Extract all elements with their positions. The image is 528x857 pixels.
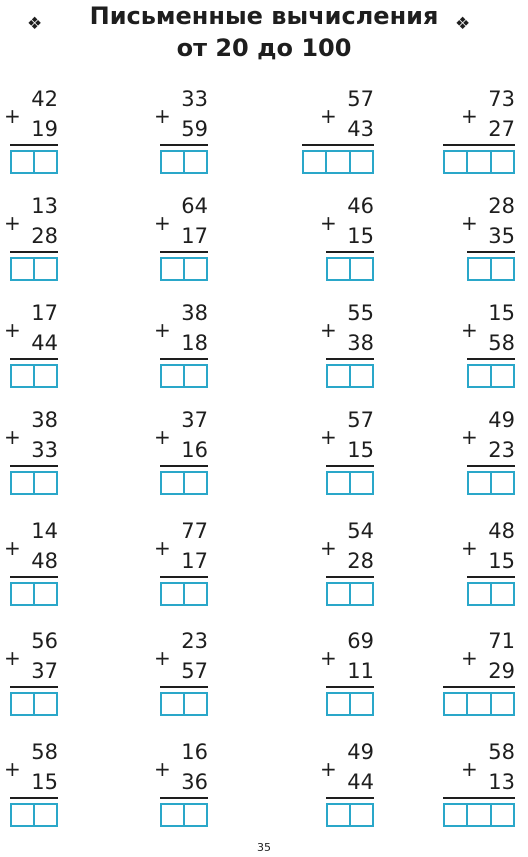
sum-line [443,797,515,799]
addition-problem [154,629,208,720]
page-title [0,0,528,64]
addend-1: 37 [181,408,208,432]
plus-sign: + [320,646,337,670]
answer-box[interactable] [467,582,515,606]
addition-problem [320,194,374,285]
answer-box[interactable] [160,692,208,716]
answer-cell-divider [33,805,35,825]
answer-box[interactable] [467,257,515,281]
answer-box[interactable] [10,257,58,281]
addition-problem [443,741,515,831]
answer-box[interactable] [160,257,208,281]
sum-line [467,358,515,360]
addend-1: 57 [347,87,374,111]
answer-cell-divider [183,584,185,604]
plus-sign: + [461,104,478,128]
answer-cell-divider [183,805,185,825]
addition-problem [4,519,58,610]
addition-problem [461,301,515,392]
sum-line [326,686,374,688]
answer-cell-divider [490,366,492,386]
answer-cell-divider [466,694,468,714]
plus-sign: + [154,211,171,235]
plus-sign: + [461,425,478,449]
sum-line [326,251,374,253]
addend-2: 18 [181,331,208,355]
addend-1: 15 [488,301,515,325]
answer-cell-divider [490,259,492,279]
addend-2: 13 [488,770,515,794]
ornament-left-icon: ❖ [27,14,43,34]
answer-box[interactable] [10,692,58,716]
answer-cell-divider [325,152,327,172]
addend-2: 44 [31,331,58,355]
plus-sign: + [320,425,337,449]
answer-cell-divider [466,152,468,172]
answer-box[interactable] [326,364,374,388]
answer-box[interactable] [160,364,208,388]
ornament-right-icon: ❖ [455,14,471,34]
answer-box[interactable] [326,692,374,716]
addend-2: 36 [181,770,208,794]
addend-1: 14 [31,519,58,543]
addend-1: 64 [181,194,208,218]
sum-line [443,144,515,146]
answer-cell-divider [466,805,468,825]
addition-problem [154,519,208,610]
plus-sign: + [461,646,478,670]
sum-line [160,144,208,146]
addend-1: 71 [488,629,515,653]
addition-problem [4,629,58,720]
sum-line [160,358,208,360]
sum-line [326,797,374,799]
plus-sign: + [154,646,171,670]
addend-1: 48 [488,519,515,543]
answer-box[interactable] [326,582,374,606]
addend-2: 33 [31,438,58,462]
answer-cell-divider [349,805,351,825]
plus-sign: + [4,425,21,449]
addend-2: 58 [488,331,515,355]
answer-cell-divider [33,584,35,604]
addition-problem [320,301,374,392]
answer-cell-divider [349,366,351,386]
addend-2: 15 [347,438,374,462]
plus-sign: + [154,318,171,342]
addend-2: 43 [347,117,374,141]
answer-box[interactable] [160,471,208,495]
plus-sign: + [320,318,337,342]
addend-1: 55 [347,301,374,325]
answer-cell-divider [33,259,35,279]
addend-2: 15 [488,549,515,573]
addend-2: 23 [488,438,515,462]
sum-line [10,358,58,360]
addend-2: 37 [31,659,58,683]
answer-box[interactable] [160,582,208,606]
addend-2: 27 [488,117,515,141]
plus-sign: + [154,757,171,781]
addend-1: 54 [347,519,374,543]
addend-2: 28 [31,224,58,248]
addend-1: 49 [488,408,515,432]
addition-problem [4,194,58,285]
answer-cell-divider [349,584,351,604]
answer-cell-divider [33,152,35,172]
answer-cell-divider [349,473,351,493]
sum-line [326,576,374,578]
answer-box[interactable] [326,803,374,827]
plus-sign: + [320,536,337,560]
addition-problem [320,519,374,610]
sum-line [10,465,58,467]
answer-box[interactable] [443,692,515,716]
addend-2: 19 [31,117,58,141]
addend-2: 28 [347,549,374,573]
addend-2: 57 [181,659,208,683]
answer-box[interactable] [10,471,58,495]
addition-problem [302,88,374,178]
addend-1: 57 [347,408,374,432]
addition-problem [443,630,515,720]
answer-box[interactable] [443,803,515,827]
sum-line [326,358,374,360]
answer-box[interactable] [10,582,58,606]
answer-cell-divider [33,694,35,714]
plus-sign: + [461,211,478,235]
plus-sign: + [154,536,171,560]
answer-cell-divider [490,805,492,825]
addend-1: 49 [347,740,374,764]
answer-cell-divider [183,259,185,279]
answer-cell-divider [33,366,35,386]
addend-1: 69 [347,629,374,653]
answer-box[interactable] [326,257,374,281]
answer-cell-divider [33,473,35,493]
addend-1: 38 [31,408,58,432]
sum-line [10,686,58,688]
plus-sign: + [4,646,21,670]
addend-2: 59 [181,117,208,141]
plus-sign: + [461,318,478,342]
addition-problem [4,301,58,392]
plus-sign: + [4,318,21,342]
addition-problem [4,87,58,178]
addend-1: 58 [488,740,515,764]
addition-problem [4,740,58,831]
answer-box[interactable] [10,364,58,388]
addition-problem [443,88,515,178]
addend-1: 46 [347,194,374,218]
plus-sign: + [320,757,337,781]
addend-2: 44 [347,770,374,794]
addition-problem [154,408,208,499]
sum-line [160,797,208,799]
addend-2: 16 [181,438,208,462]
addend-1: 13 [31,194,58,218]
answer-box[interactable] [10,803,58,827]
answer-box[interactable] [467,364,515,388]
addend-2: 11 [347,659,374,683]
plus-sign: + [4,211,21,235]
addend-2: 35 [488,224,515,248]
plus-sign: + [320,211,337,235]
sum-line [467,251,515,253]
answer-box[interactable] [160,803,208,827]
addition-problem [320,408,374,499]
addend-1: 28 [488,194,515,218]
answer-cell-divider [349,152,351,172]
addend-1: 56 [31,629,58,653]
sum-line [443,686,515,688]
plus-sign: + [4,536,21,560]
answer-cell-divider [349,694,351,714]
addend-1: 23 [181,629,208,653]
addition-problem [320,629,374,720]
plus-sign: + [4,757,21,781]
answer-box[interactable] [10,150,58,174]
sum-line [160,465,208,467]
addend-2: 15 [347,224,374,248]
answer-cell-divider [490,152,492,172]
sum-line [10,797,58,799]
answer-box[interactable] [160,150,208,174]
answer-cell-divider [490,694,492,714]
addend-1: 33 [181,87,208,111]
addition-problem [320,740,374,831]
answer-cell-divider [183,152,185,172]
plus-sign: + [461,757,478,781]
addition-problem [461,519,515,610]
sum-line [326,465,374,467]
addend-2: 38 [347,331,374,355]
addition-problem [154,301,208,392]
plus-sign: + [154,104,171,128]
answer-box[interactable] [326,471,374,495]
sum-line [160,686,208,688]
answer-cell-divider [349,259,351,279]
addend-2: 48 [31,549,58,573]
answer-cell-divider [183,473,185,493]
plus-sign: + [320,104,337,128]
addend-1: 73 [488,87,515,111]
plus-sign: + [461,536,478,560]
plus-sign: + [154,425,171,449]
addition-problem [461,408,515,499]
addition-problem [461,194,515,285]
addend-2: 15 [31,770,58,794]
addend-1: 42 [31,87,58,111]
answer-cell-divider [490,473,492,493]
answer-cell-divider [183,366,185,386]
addend-2: 17 [181,224,208,248]
sum-line [10,144,58,146]
title-line-2: от 20 до 100 [176,34,352,62]
page-number: 35 [257,841,271,854]
sum-line [160,576,208,578]
sum-line [10,576,58,578]
title-line-1: Письменные вычисления [89,2,439,30]
addition-problem [154,87,208,178]
addend-2: 17 [181,549,208,573]
sum-line [302,144,374,146]
sum-line [467,576,515,578]
answer-cell-divider [490,584,492,604]
addend-1: 38 [181,301,208,325]
answer-box[interactable] [302,150,374,174]
answer-box[interactable] [467,471,515,495]
addend-1: 58 [31,740,58,764]
sum-line [10,251,58,253]
plus-sign: + [4,104,21,128]
sum-line [160,251,208,253]
addend-1: 77 [181,519,208,543]
addend-1: 17 [31,301,58,325]
addend-1: 16 [181,740,208,764]
addition-problem [4,408,58,499]
answer-box[interactable] [443,150,515,174]
answer-cell-divider [183,694,185,714]
addition-problem [154,194,208,285]
addend-2: 29 [488,659,515,683]
addition-problem [154,740,208,831]
sum-line [467,465,515,467]
